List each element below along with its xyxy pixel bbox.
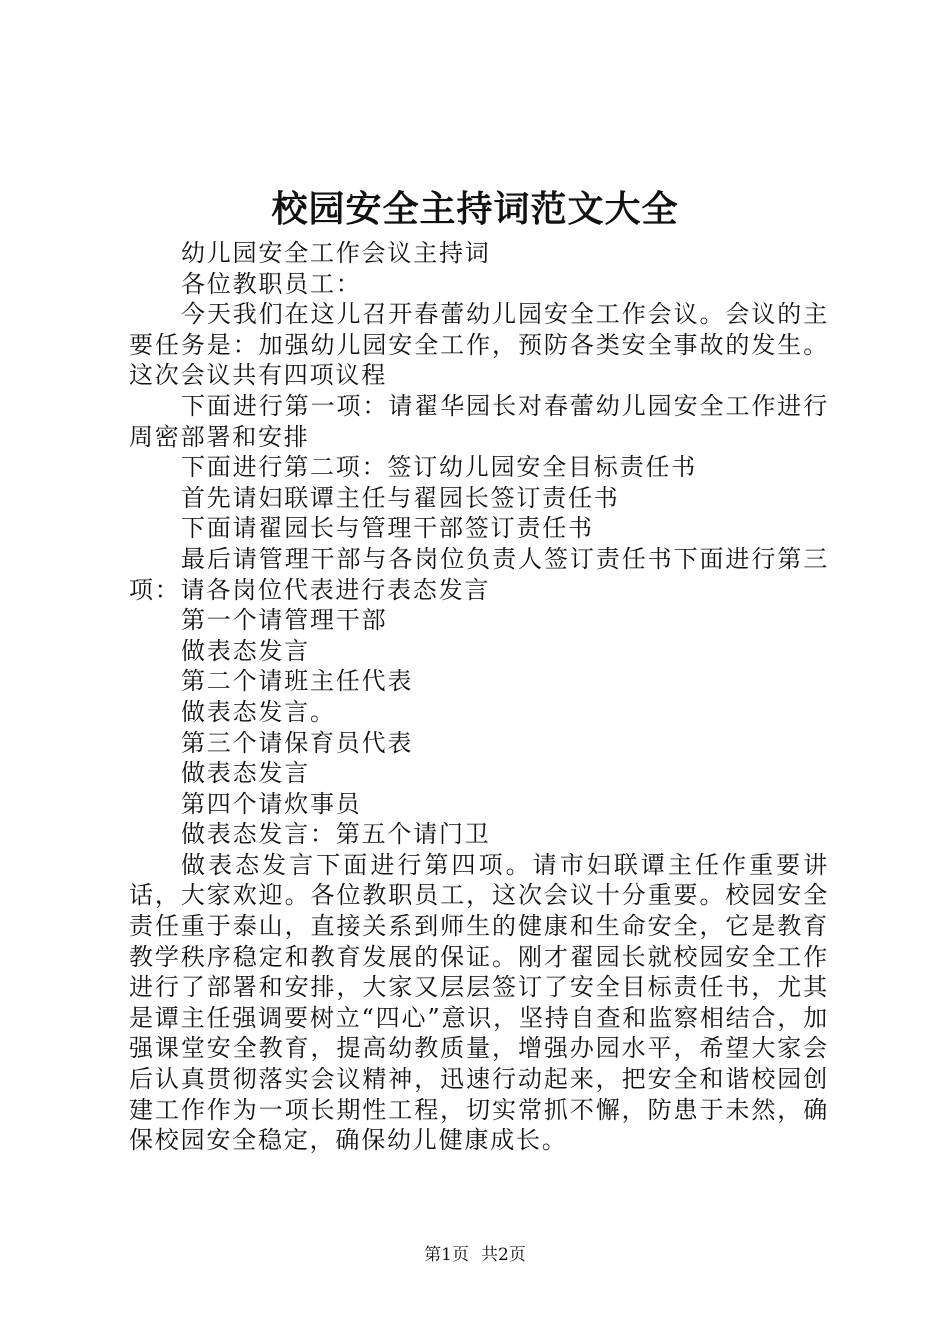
page-footer — [0, 1243, 950, 1267]
paragraph: 最后请管理干部与各岗位负责人签订责任书下面进行第三项：请各岗位代表进行表态发言 — [129, 544, 829, 604]
page-number: 第1页 — [424, 1245, 469, 1265]
paragraph-greeting: 各位教职员工： — [181, 269, 362, 298]
page-total: 共2页 — [481, 1245, 526, 1265]
paragraph: 做表态发言下面进行第四项。请市妇联谭主任作重要讲话，大家欢迎。各位教职员工，这次会议十分重要。校园安全责任重于泰山，直接关系到师生的健康和生命安全，它是教育教学秩序稳定和教育发展的保证。刚才翟园长就校园安全工作进行了部署和安排，大家又层层签订了安全目标责任书，尤其是谭主任强调要树立“四心”意识，坚持自查和监察相结合，加强课堂安全教育，提高幼教质量，增强办园水平，希望大家会后认真贯彻落实会议精神，迅速行动起来，把安全和谐校园创建工作作为一项长期性工程，切实常抓不懈，防患于未然，确保校园安全稳定，确保幼儿健康成长。 — [129, 850, 829, 1155]
paragraph: 做表态发言 — [181, 759, 310, 788]
paragraph: 做表态发言：第五个请门卫 — [181, 820, 491, 849]
paragraph-subtitle: 幼儿园安全工作会议主持词 — [181, 239, 491, 267]
paragraph: 做表态发言 — [181, 636, 310, 665]
document-body — [129, 238, 829, 1156]
paragraph: 首先请妇联谭主任与翟园长签订责任书 — [181, 483, 620, 512]
paragraph: 第一个请管理干部 — [181, 606, 388, 635]
paragraph: 下面进行第一项：请翟华园长对春蕾幼儿园安全工作进行周密部署和安排 — [129, 391, 829, 451]
document-title: 校园安全主持词范文大全 — [271, 188, 679, 230]
paragraph: 今天我们在这儿召开春蕾幼儿园安全工作会议。会议的主要任务是：加强幼儿园安全工作，预防各类安全事故的发生。这次会议共有四项议程 — [129, 300, 829, 390]
paragraph: 下面进行第二项：签订幼儿园安全目标责任书 — [181, 453, 697, 482]
paragraph: 第二个请班主任代表 — [181, 667, 414, 696]
paragraph: 第三个请保育员代表 — [181, 728, 414, 757]
paragraph: 做表态发言。 — [181, 697, 336, 726]
paragraph: 第四个请炊事员 — [181, 789, 362, 818]
paragraph: 下面请翟园长与管理干部签订责任书 — [181, 514, 594, 543]
